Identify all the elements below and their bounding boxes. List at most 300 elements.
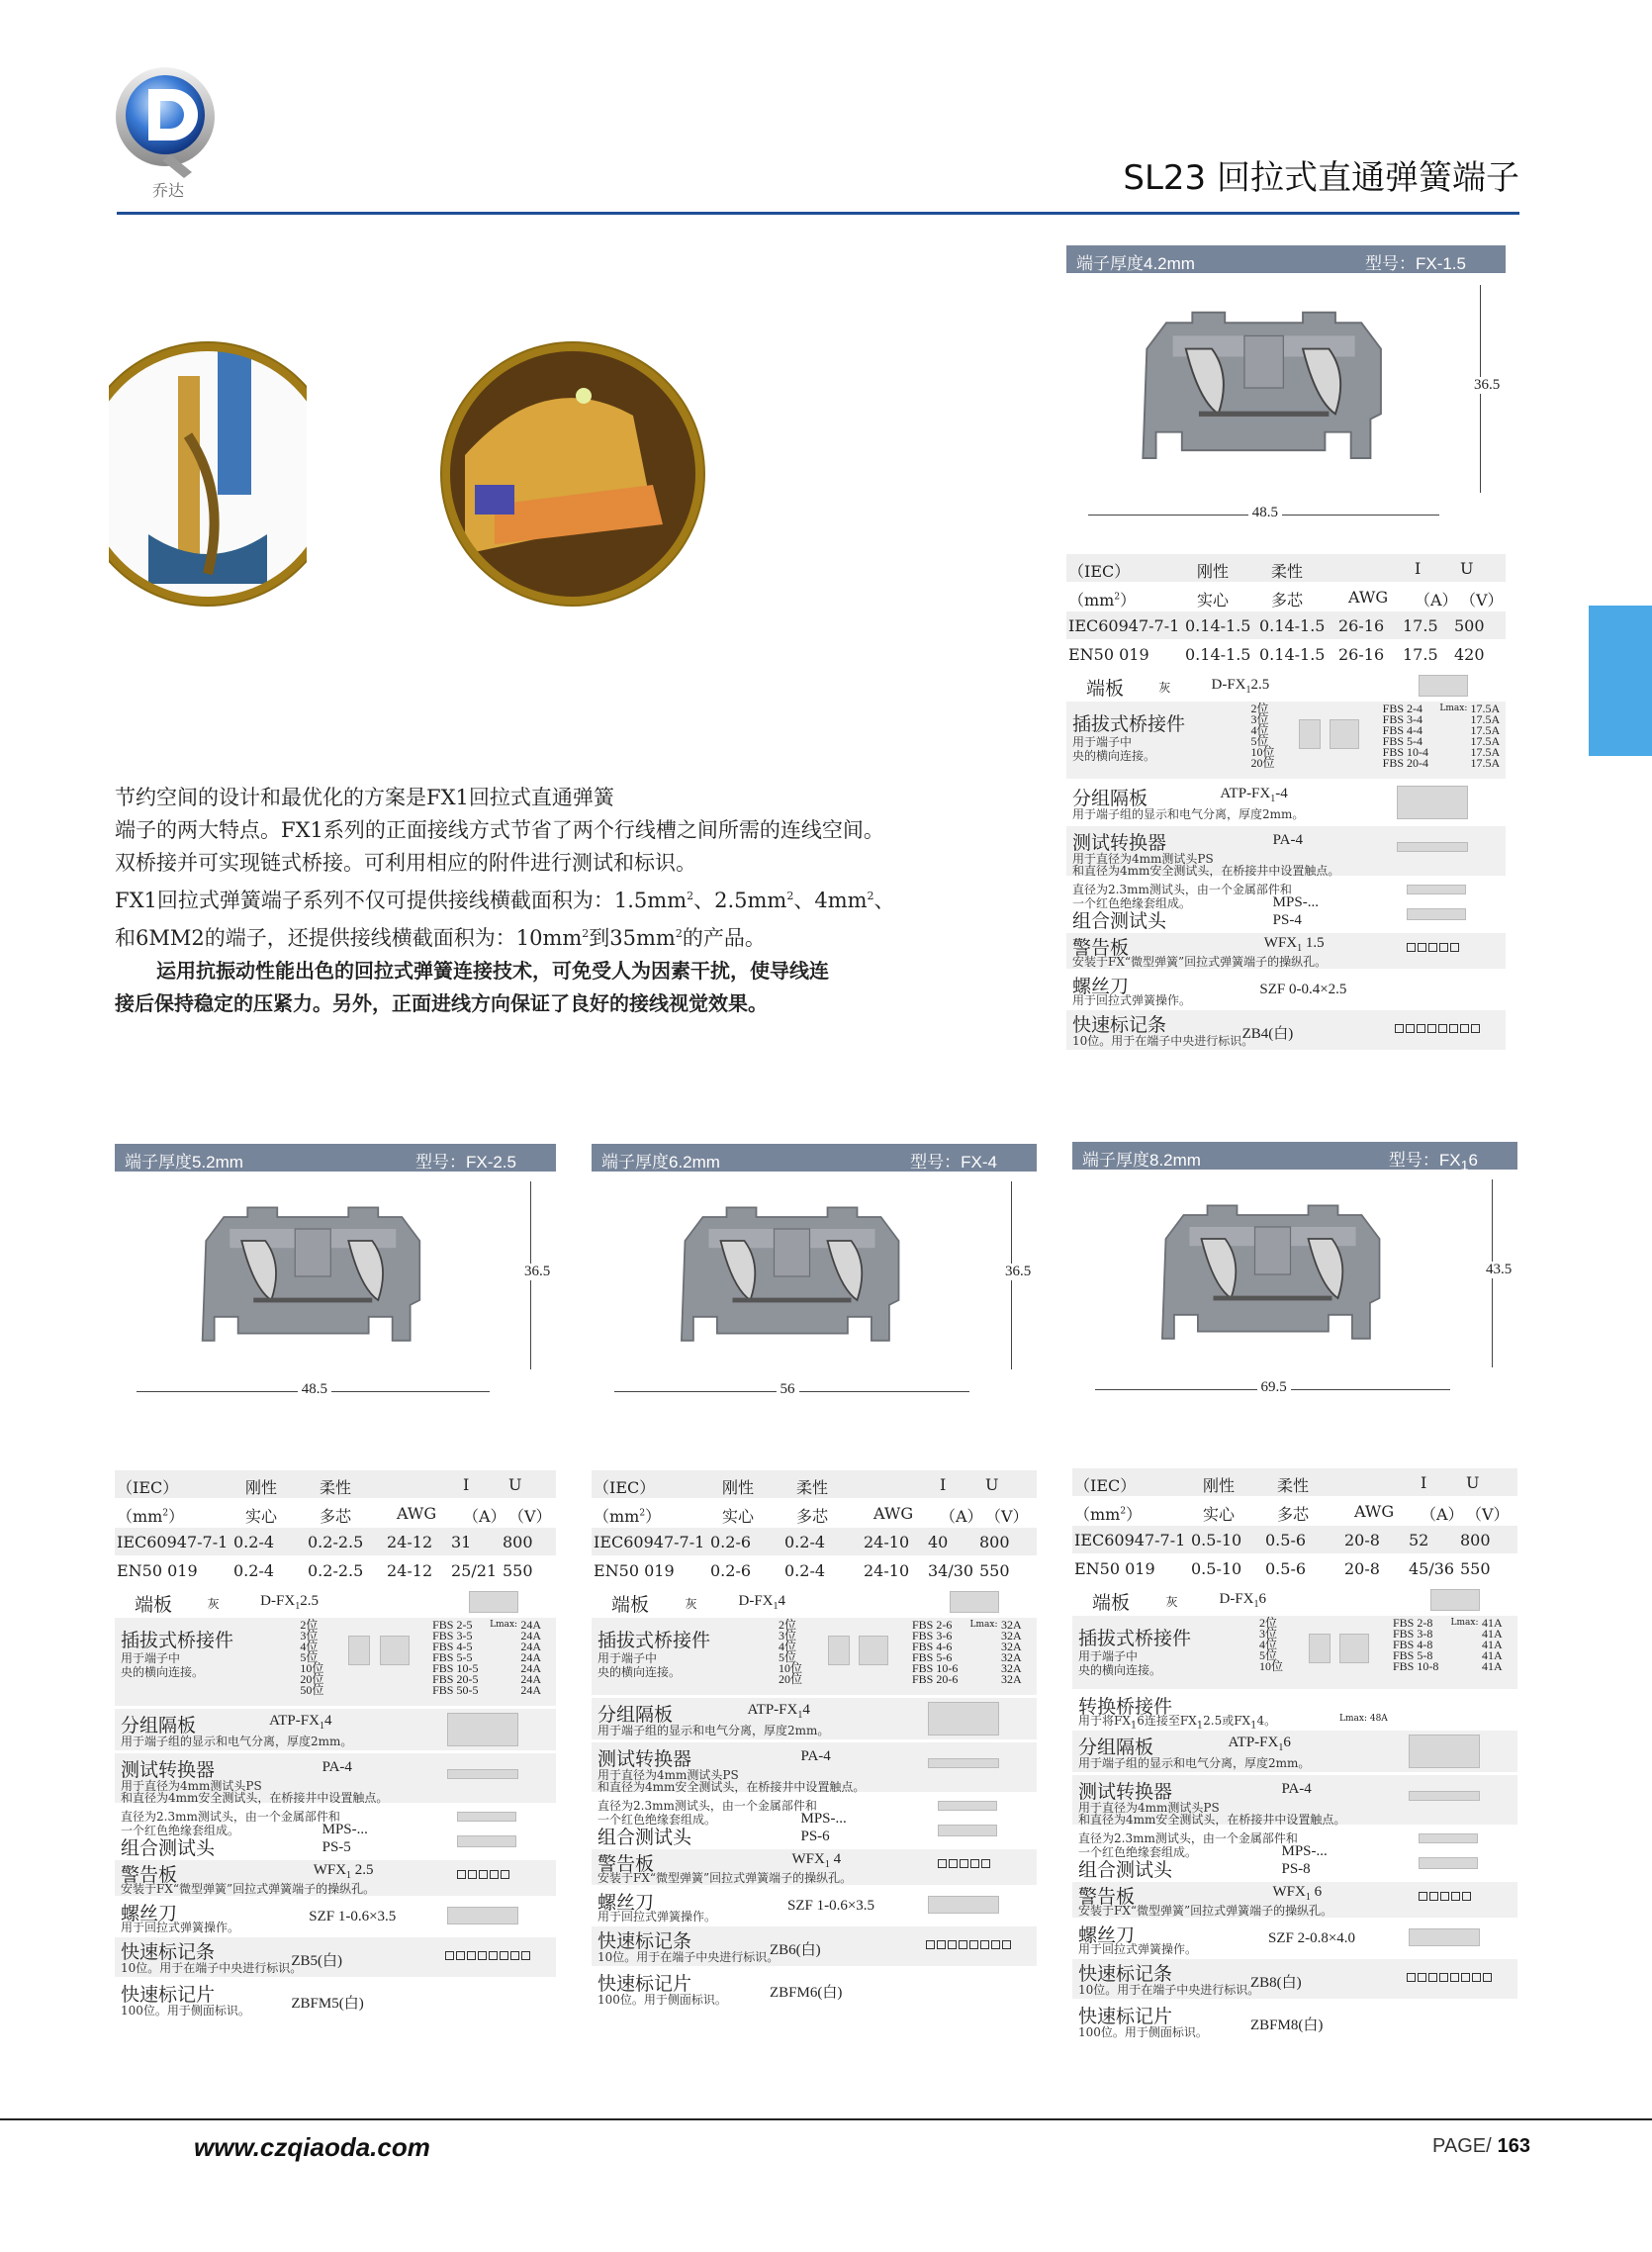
marker-box [926,1940,935,1949]
conversion-bridge-label: 转换桥接件 [1078,1696,1173,1718]
accessory-warning-plate [115,1860,556,1896]
spec-cell: （A） [1421,1505,1464,1524]
marker-box [1438,1024,1447,1033]
bridge-positions: 2位 3位 4位 5位 10位 20位 [1250,702,1275,770]
marker-strip-image [1395,1024,1480,1033]
plug-bridge-desc-1: 用于端子中 [597,1651,658,1665]
warning-plate-label: 警告板 [121,1864,178,1886]
screwdriver-image [1409,1928,1480,1946]
header-divider [117,212,1519,215]
marker-box [1428,943,1437,952]
test-plug-label: 组合测试头 [1072,910,1167,932]
spec-cell: 40 [928,1533,949,1551]
spec-cell: 24-12 [387,1533,433,1551]
screwdriver-label: 螺丝刀 [597,1892,655,1914]
test-adapter-model: PA-4 [1281,1781,1312,1797]
accessory-marker-strip [115,1937,556,1977]
test-plug-label: 组合测试头 [1078,1859,1173,1881]
bridge-image-1 [348,1636,370,1665]
terminal-thickness: 端子厚度8.2mm [1082,1151,1201,1170]
bridge-image-2 [1339,1634,1369,1663]
color-gray-label: 灰 [207,1597,220,1611]
height-dimension: 36.5 [520,1264,554,1280]
intro-line-4: FX1回拉式弹簧端子系列不仅可提供接线横截面积为：$1.5mm^2$、$2.5mm^2$、$4mm^2$、 [115,889,895,912]
bridge-models: FBS 2-4 FBS 3-4 FBS 4-4 FBS 5-4 FBS 10-4 FBS 20-4 [1382,702,1429,770]
spec-cell: 26-16 [1338,616,1385,635]
warning-plate-label: 警告板 [1072,937,1130,959]
test-plug-model: MPS-... [1281,1843,1328,1859]
spec-cell: 24-12 [387,1561,433,1580]
test-plug-model-2: PS-4 [1272,912,1302,928]
model-label: 型号：FX-2.5 [414,1153,516,1172]
accessory-plug-bridge [1072,1616,1517,1689]
marker-box [1440,1892,1449,1901]
lmax-label: Lmax: [1439,704,1468,713]
end-plate-label: 端板 [611,1594,650,1616]
accessory-plug-bridge [592,1618,1037,1695]
end-plate-label: 端板 [1086,678,1125,700]
accessory-conversion-bridge [1072,1692,1517,1732]
spec-cell: EN50 019 [594,1561,675,1580]
accessory-marker-chip [1072,2002,1517,2041]
spec-cell: （A） [463,1507,506,1526]
marker-chip-model: ZBFM6(白) [770,1985,843,2001]
spec-unit-row [1066,583,1506,610]
plug-bridge-label: 插拔式桥接件 [1078,1628,1192,1649]
plug-bridge-label: 插拔式桥接件 [121,1630,234,1651]
marker-box [1439,1973,1448,1982]
marker-box [1471,1024,1480,1033]
width-dimension: 69.5 [1257,1379,1291,1396]
screwdriver-model: SZF 0-0.4×2.5 [1259,982,1347,997]
spec-cell: 420 [1454,645,1485,664]
marker-strip-label: 快速标记条 [597,1930,692,1952]
partition-plate-label: 分组隔板 [1072,788,1148,809]
marker-box [938,1859,947,1868]
page-title: SL23 回拉式直通弹簧端子 [1123,158,1519,198]
test-plug-desc-2: 一个红色绝缘套组成。 [1078,1845,1198,1859]
intro-line-2: 端子的两大特点。FX1系列的正面接线方式节省了两个行线槽之间所需的连线空间。 [115,818,884,842]
spec-cell: 实心 [1197,591,1230,610]
test-adapter-desc-2: 和直径为4mm安全测试头，在桥接井中设置触点。 [1078,1813,1346,1827]
intro-bold-line-2: 接后保持稳定的压紧力。另外，正面进线方向保证了良好的接线视觉效果。 [115,991,768,1015]
spec-cell: 多芯 [796,1507,829,1526]
warning-plate-desc: 安装于FX“微型弹簧”回拉式弹簧端子的操纵孔。 [1078,1904,1333,1918]
spec-cell: 550 [979,1561,1010,1580]
spec-cell: 0.2-2.5 [308,1533,364,1551]
marker-box [1418,943,1426,952]
model-label: 型号：FX-4 [910,1153,997,1172]
screwdriver-image [928,1896,999,1914]
screwdriver-model: SZF 1-0.6×3.5 [309,1909,397,1924]
spec-en-row [592,1556,1037,1584]
spec-header-row [592,1470,1037,1498]
color-gray-label: 灰 [1165,1595,1178,1609]
spec-cell: AWG [873,1504,914,1523]
end-plate-image [1419,675,1468,697]
terminal-thickness: 端子厚度5.2mm [125,1153,243,1172]
partition-plate-model: ATP-$FX_1-4$ [1220,786,1288,804]
test-plug-model-2: PS-8 [1281,1861,1311,1877]
plug-bridge-desc-1: 用于端子中 [121,1651,181,1665]
test-adapter-desc-1: 用于直径为4mm测试头PS [597,1768,739,1782]
width-dimension: 48.5 [1248,505,1282,521]
spec-cell: 0.2-6 [710,1533,752,1551]
lmax-label: Lmax: [969,1620,998,1630]
marker-strip-label: 快速标记条 [1072,1014,1167,1036]
spec-cell: 800 [1460,1531,1491,1549]
spec-cell: U [1460,559,1474,578]
partition-plate-desc: 用于端子组的显示和电气分离，厚度2mm。 [597,1724,830,1737]
screwdriver-desc: 用于回拉式弹簧操作。 [1072,993,1192,1007]
intro-line-5: 和6MM2的端子，还提供接线横截面积为：$10mm^2$到$35mm^2$的产品。 [115,926,766,950]
intro-text [115,782,1005,1020]
partition-plate-model: ATP-$FX_16$ [1228,1735,1291,1753]
spec-cell: U [508,1475,522,1494]
accessory-plug-bridge [115,1618,556,1706]
spec-cell: I [463,1475,470,1494]
test-plug-desc-2: 一个红色绝缘套组成。 [1072,896,1192,910]
spec-cell: 0.2-4 [233,1561,275,1580]
plug-bridge-desc-2: 央的横向连接。 [597,1665,682,1679]
spec-header-row [1072,1468,1517,1496]
end-plate-image [469,1591,518,1613]
spec-cell: （V） [1460,591,1504,610]
marker-box [1460,1024,1469,1033]
spec-cell: 20-8 [1344,1531,1380,1549]
accessory-marker-strip [1066,1010,1506,1050]
partition-plate-image [447,1713,518,1746]
plug-bridge-desc-2: 央的横向连接。 [121,1665,205,1679]
spec-cell: I [1421,1473,1427,1492]
spec-header-row [1066,554,1506,582]
bridge-image-2 [380,1636,410,1665]
marker-strip-desc: 10位。用于在端子中央进行标识。 [121,1961,303,1975]
partition-plate-desc: 用于端子组的显示和电气分离，厚度2mm。 [1072,807,1305,821]
test-adapter-desc-2: 和直径为4mm安全测试头，在桥接井中设置触点。 [1072,864,1340,878]
intro-bold-line-1: 运用抗振动性能出色的回拉式弹簧连接技术，可免受人为因素干扰，使导线连 [156,959,829,983]
model-subscript: 1 [1460,1158,1469,1174]
marker-box [467,1951,476,1960]
marker-box [1461,1973,1470,1982]
conversion-bridge-desc: 用于将$FX_16$连接至$FX_12.5$或$FX_14$。 [1078,1714,1277,1732]
spec-cell: 0.14-1.5 [1185,616,1251,635]
accessory-warning-plate [1072,1882,1517,1918]
spec-cell: U [985,1475,999,1494]
color-gray-label: 灰 [1158,681,1171,695]
marker-strip-model: ZB5(白) [291,1953,343,1969]
screwdriver-label: 螺丝刀 [121,1903,178,1924]
test-adapter-label: 测试转换器 [1072,832,1167,854]
height-dimension: 43.5 [1482,1262,1515,1278]
bridge-positions: 2位 3位 4位 5位 10位 20位 50位 [300,1618,324,1697]
accessory-test-plug [115,1806,556,1857]
page-number: PAGE/ 163 [1432,2135,1531,2157]
partition-plate-desc: 用于端子组的显示和电气分离，厚度2mm。 [1078,1756,1311,1770]
spec-en-row [1072,1554,1517,1582]
marker-box [521,1951,530,1960]
test-plug-desc-1: 直径为2.3mm测试头，由一个金属部件和 [1072,883,1292,896]
spring-clamp-photo-left [109,336,307,611]
test-plug-model: MPS-... [800,1811,847,1827]
marker-strip-model: ZB8(白) [1250,1975,1302,1991]
partition-plate-model: ATP-$FX_14$ [269,1713,332,1732]
accessory-test-adapter [592,1742,1037,1792]
marker-box [1395,1024,1404,1033]
test-plug-desc-1: 直径为2.3mm测试头，由一个金属部件和 [597,1799,817,1813]
marker-box [445,1951,454,1960]
test-plug-image [1419,1833,1478,1843]
side-tab[interactable] [1589,606,1652,756]
terminal-section-fx4 [592,1144,1037,2074]
spec-unit-row [592,1499,1037,1527]
section-header [1066,245,1506,273]
spec-cell: AWG [397,1504,437,1523]
test-adapter-desc-1: 用于直径为4mm测试头PS [121,1779,262,1793]
accessory-test-adapter [1066,826,1506,876]
marker-box [991,1940,1000,1949]
spec-cell: EN50 019 [117,1561,198,1580]
spec-cell: EN50 019 [1074,1559,1155,1578]
spec-cell: 25/21 [451,1561,498,1580]
end-plate-model: $D-FX_12.5$ [1211,677,1270,696]
test-plug-image [1407,885,1466,894]
test-adapter-model: PA-4 [800,1748,831,1764]
spec-iec-row [1066,611,1506,639]
plug-bridge-label: 插拔式桥接件 [1072,713,1186,735]
height-dimension: 36.5 [1470,377,1504,394]
spec-header-row [115,1470,556,1498]
accessory-test-plug [592,1795,1037,1846]
marker-chip-label: 快速标记片 [597,1973,692,1995]
accessory-end-plate [592,1589,1037,1615]
end-plate-model: $D-FX_14$ [738,1593,786,1612]
marker-box [1406,1024,1415,1033]
test-adapter-image [1397,842,1468,852]
intro-line-3: 双桥接并可实现链式桥接。可利用相应的附件进行测试和标识。 [115,851,696,875]
test-plug-model-2: PS-6 [800,1829,830,1844]
marker-box [1417,1024,1425,1033]
height-dimension: 36.5 [1001,1264,1035,1280]
accessory-screwdriver [1072,1921,1517,1956]
marker-box [500,1951,508,1960]
bridge-positions: 2位 3位 4位 5位 10位 [1259,1616,1284,1673]
marker-box [1472,1973,1481,1982]
partition-plate-model: ATP-$FX_14$ [747,1702,810,1721]
spec-cell: 0.2-4 [784,1533,826,1551]
accessory-marker-strip [1072,1959,1517,1999]
marker-strip-label: 快速标记条 [121,1941,216,1963]
warning-plate-image [1419,1892,1471,1901]
accessory-screwdriver [1066,972,1506,1007]
spec-cell: 26-16 [1338,645,1385,664]
terminal-block-image [1135,1191,1411,1358]
spec-iec-row [115,1528,556,1555]
marker-box [501,1870,509,1879]
accessory-partition-plate [1072,1731,1517,1772]
spec-cell: 柔性 [1277,1476,1310,1495]
end-plate-model: $D-FX_12.5$ [260,1593,319,1612]
test-plug-label: 组合测试头 [597,1827,692,1848]
marker-box [1407,943,1416,952]
partition-plate-label: 分组隔板 [1078,1736,1154,1758]
marker-box [1429,1892,1438,1901]
marker-box [1449,1024,1458,1033]
logo-text: 乔达 [151,181,184,200]
warning-plate-model: $WFX_1$ 6 [1272,1884,1323,1903]
warning-plate-image [457,1870,509,1879]
spec-cell: 45/36 [1409,1559,1455,1578]
bridge-currents: 32A 32A 32A 32A 32A 32A [1001,1618,1022,1686]
combo-test-plug-image [457,1835,516,1847]
spec-cell: （IEC） [594,1478,656,1497]
accessory-partition-plate [1066,782,1506,823]
spec-cell: 17.5 [1403,645,1438,664]
screwdriver-label: 螺丝刀 [1072,976,1130,997]
test-plug-model-2: PS-5 [321,1839,351,1855]
spec-cell: 0.5-10 [1191,1531,1242,1549]
warning-plate-image [938,1859,990,1868]
section-header [115,1144,556,1172]
bridge-image-1 [1309,1634,1331,1663]
spec-cell: 17.5 [1403,616,1438,635]
unit-label: $(mm^2)$ [1068,591,1137,610]
warning-plate-model: $WFX_1$ 1.5 [1263,935,1325,954]
spec-cell: U [1466,1473,1480,1492]
marker-box [490,1870,499,1879]
test-adapter-image [447,1769,518,1779]
spec-cell: 0.2-6 [710,1561,752,1580]
spec-cell: 实心 [1203,1505,1236,1524]
accessory-warning-plate [592,1849,1037,1885]
test-plug-desc-2: 一个红色绝缘套组成。 [121,1824,240,1837]
marker-box [1419,1892,1427,1901]
spec-cell: 52 [1409,1531,1429,1549]
marker-chip-desc: 100位。用于侧面标识。 [121,2004,250,2017]
end-plate-image [950,1591,999,1613]
marker-box [1002,1940,1011,1949]
accessory-test-adapter [115,1753,556,1803]
spec-cell: 柔性 [1271,562,1304,581]
screwdriver-image [447,1907,518,1924]
spec-cell: I [1415,559,1422,578]
marker-box [959,1940,967,1949]
terminal-block-image [1128,297,1400,479]
marker-strip-desc: 10位。用于在端子中央进行标识。 [1078,1983,1260,1997]
combo-test-plug-image [1407,908,1466,920]
marker-box [969,1940,978,1949]
spec-cell: IEC60947-7-1 [1074,1531,1186,1549]
accessory-warning-plate [1066,933,1506,969]
warning-plate-model: $WFX_1$ 4 [791,1851,842,1870]
terminal-block-image [176,1193,450,1360]
section-header [1072,1142,1517,1174]
accessory-end-plate [1066,673,1506,699]
marker-box [479,1870,488,1879]
spec-cell: 34/30 [928,1561,974,1580]
bridge-image-1 [828,1636,850,1665]
spec-cell: 0.5-6 [1265,1559,1307,1578]
marker-strip-image [445,1951,530,1960]
end-plate-model: $D-FX_16$ [1219,1591,1267,1610]
terminal-thickness: 端子厚度4.2mm [1076,254,1195,273]
marker-strip-desc: 10位。用于在端子中央进行标识。 [597,1950,780,1964]
spec-cell: IEC60947-7-1 [117,1533,229,1551]
spec-cell: I [940,1475,947,1494]
test-plug-desc-2: 一个红色绝缘套组成。 [597,1813,717,1827]
accessory-end-plate [115,1589,556,1615]
spec-cell: 0.2-4 [233,1533,275,1551]
partition-plate-image [1397,786,1468,819]
spec-cell: 0.14-1.5 [1185,645,1251,664]
accessory-test-adapter [1072,1775,1517,1825]
marker-box [980,1940,989,1949]
marker-strip-label: 快速标记条 [1078,1963,1173,1985]
plug-bridge-desc-1: 用于端子中 [1072,735,1133,749]
partition-plate-image [928,1702,999,1736]
plug-bridge-desc-2: 央的横向连接。 [1072,749,1156,763]
marker-chip-desc: 100位。用于侧面标识。 [597,1993,727,2007]
spec-cell: （V） [985,1507,1029,1526]
spec-cell: 刚性 [1203,1476,1236,1495]
marker-box [1428,1973,1437,1982]
marker-chip-model: ZBFM8(白) [1250,2017,1324,2033]
bridge-currents: 17.5A 17.5A 17.5A 17.5A 17.5A 17.5A [1470,702,1501,770]
marker-box [948,1940,957,1949]
accessory-partition-plate [115,1709,556,1750]
marker-strip-image [1407,1973,1492,1982]
bridge-image-1 [1299,719,1321,749]
spec-cell: 实心 [722,1507,755,1526]
test-adapter-model: PA-4 [321,1759,352,1775]
spec-cell: 柔性 [796,1478,829,1497]
website-url[interactable]: www.czqiaoda.com [194,2132,430,2162]
marker-box [1483,1973,1492,1982]
spec-cell: 0.5-6 [1265,1531,1307,1549]
bridge-models: FBS 2-8 FBS 3-8 FBS 4-8 FBS 5-8 FBS 10-8 [1393,1616,1439,1673]
accessory-marker-strip [592,1926,1037,1966]
spec-cell: 500 [1454,616,1485,635]
marker-box [970,1859,979,1868]
spec-cell: 20-8 [1344,1559,1380,1578]
color-gray-label: 灰 [685,1597,697,1611]
marker-box [1427,1024,1436,1033]
bridge-models: FBS 2-6 FBS 3-6 FBS 4-6 FBS 5-6 FBS 10-6 FBS 20-6 [912,1618,959,1686]
test-adapter-desc-2: 和直径为4mm安全测试头，在桥接井中设置触点。 [121,1791,389,1805]
spec-cell: （A） [1415,591,1458,610]
end-plate-label: 端板 [1092,1592,1131,1614]
plug-bridge-desc-2: 央的横向连接。 [1078,1663,1162,1677]
marker-box [1462,1892,1471,1901]
warning-plate-desc: 安装于FX“微型弹簧”回拉式弹簧端子的操纵孔。 [1072,955,1328,969]
combo-test-plug-image [938,1825,997,1836]
marker-box [457,1870,466,1879]
spec-cell: 刚性 [722,1478,755,1497]
marker-box [981,1859,990,1868]
spec-cell: （V） [508,1507,552,1526]
screwdriver-label: 螺丝刀 [1078,1924,1136,1946]
marker-box [489,1951,498,1960]
spec-iec-row [1072,1526,1517,1553]
spec-unit-row [115,1499,556,1527]
marker-box [1451,1892,1460,1901]
unit-label: $(mm^2)$ [1074,1505,1143,1524]
spec-iec-row [592,1528,1037,1555]
intro-line-1: 节约空间的设计和最优化的方案是FX1回拉式直通弹簧 [115,786,614,809]
test-plug-desc-1: 直径为2.3mm测试头，由一个金属部件和 [121,1810,340,1824]
accessory-plug-bridge [1066,702,1506,779]
terminal-section-fx15 [1066,245,1506,1096]
